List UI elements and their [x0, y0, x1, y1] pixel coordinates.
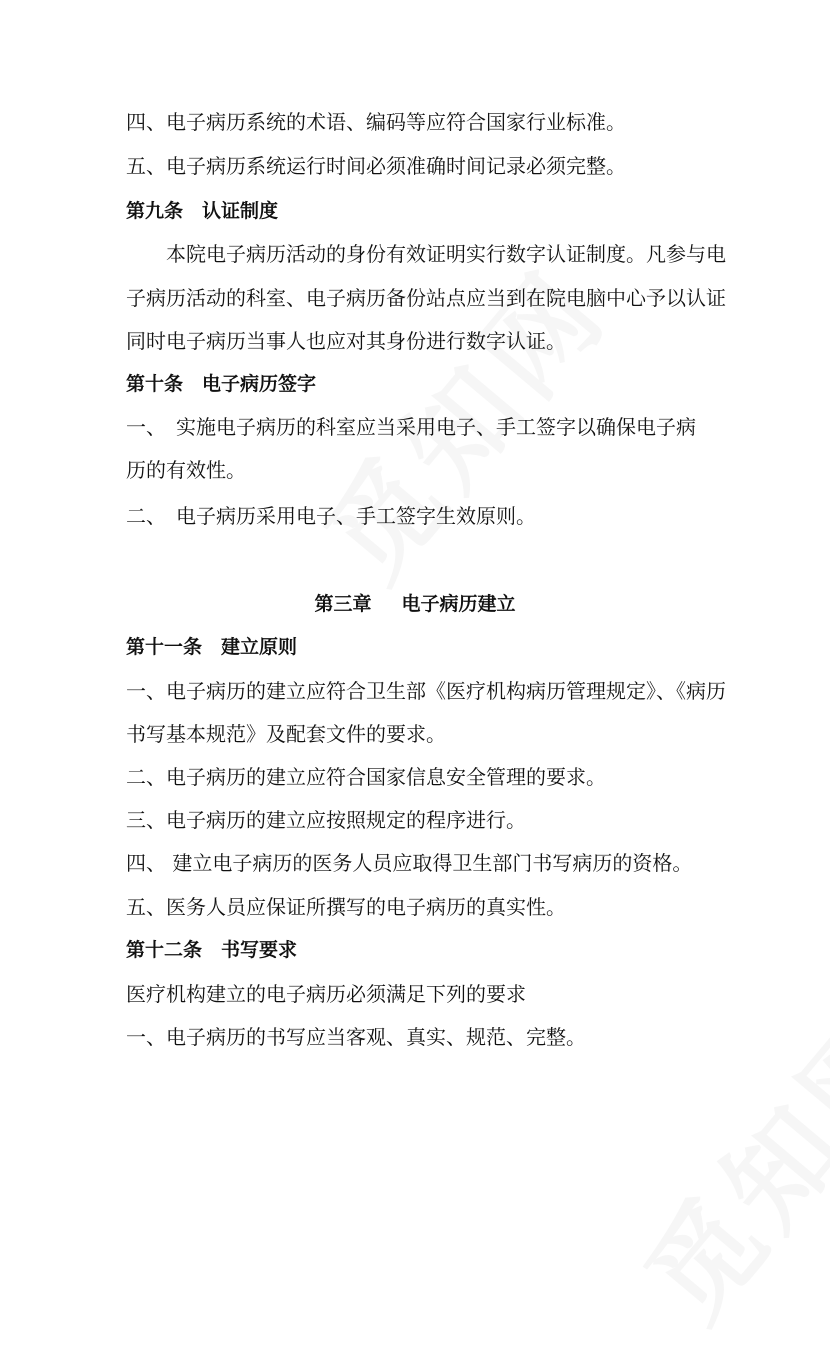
paragraph-line: 一、电子病历的书写应当客观、真实、规范、完整。 [126, 1025, 586, 1049]
chapter-name: 电子病历建立 [401, 593, 516, 615]
paragraph-line: 二、 电子病历采用电子、手工签字生效原则。 [126, 504, 536, 528]
paragraph-line: 一、 实施电子病历的科室应当采用电子、手工签字以确保电子病 [126, 415, 696, 439]
paragraph-line: 五、电子病历系统运行时间必须准确时间记录必须完整。 [126, 154, 626, 178]
chapter-title [0, 590, 830, 618]
paragraph-line: 三、电子病历的建立应按照规定的程序进行。 [126, 808, 526, 832]
paragraph-line: 四、电子病历系统的术语、编码等应符合国家行业标准。 [126, 110, 626, 134]
paragraph-line: 历的有效性。 [126, 458, 246, 482]
article-heading: 第十一条 建立原则 [126, 636, 298, 658]
article-heading: 第九条 认证制度 [126, 200, 279, 222]
paragraph-line: 二、电子病历的建立应符合国家信息安全管理的要求。 [126, 765, 606, 789]
paragraph-line: 一、电子病历的建立应符合卫生部《医疗机构病历管理规定》、《病历 [126, 679, 726, 703]
article-heading: 第十二条 书写要求 [126, 939, 298, 961]
article-heading: 第十条 电子病历签字 [126, 373, 317, 395]
watermark [604, 970, 830, 1347]
paragraph-line: 四、 建立电子病历的医务人员应取得卫生部门书写病历的资格。 [126, 851, 693, 875]
paragraph-line: 书写基本规范》及配套文件的要求。 [126, 722, 446, 746]
paragraph-line: 本院电子病历活动的身份有效证明实行数字认证制度。凡参与电 [166, 242, 726, 266]
paragraph-line: 医疗机构建立的电子病历必须满足下列的要求 [126, 982, 526, 1006]
paragraph-line: 子病历活动的科室、电子病历备份站点应当到在院电脑中心予以认证 [126, 286, 726, 310]
paragraph-line: 五、医务人员应保证所撰写的电子病历的真实性。 [126, 895, 566, 919]
paragraph-line: 同时电子病历当事人也应对其身份进行数字认证。 [126, 329, 566, 353]
chapter-number: 第三章 [314, 593, 372, 615]
